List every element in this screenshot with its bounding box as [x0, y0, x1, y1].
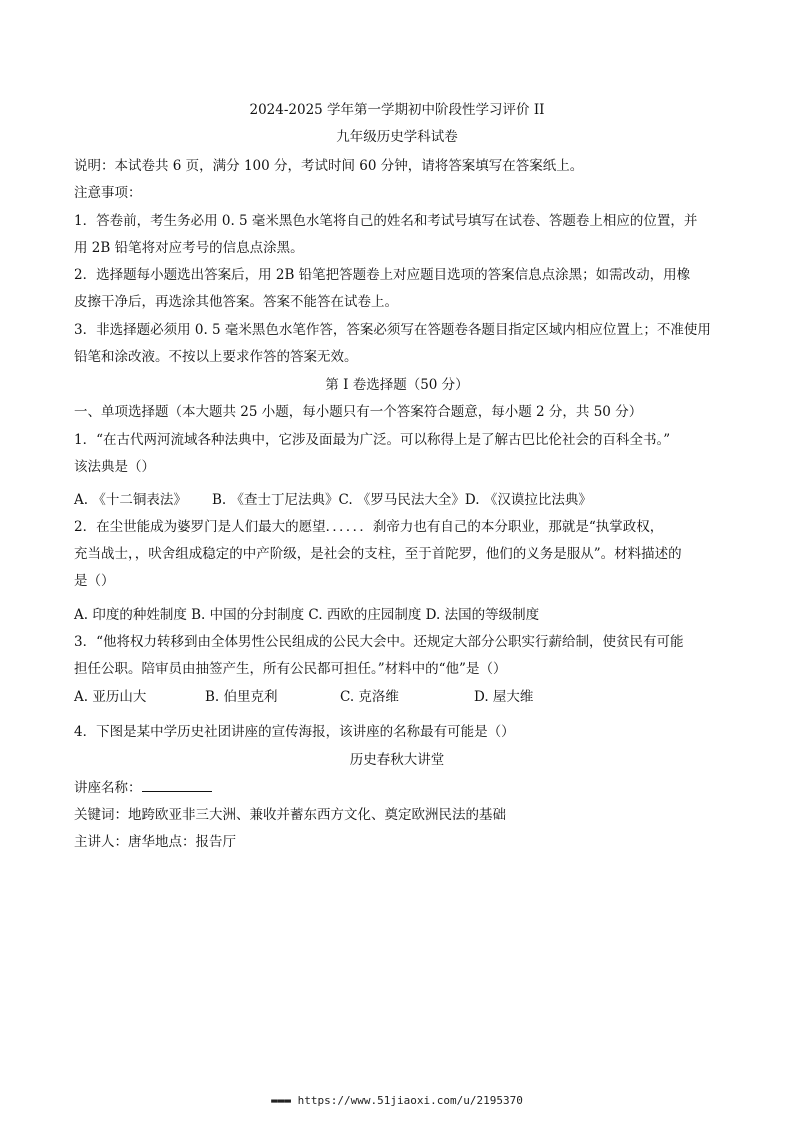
question-3-option-b: B. 伯里克利: [205, 689, 278, 705]
section-intro: 一、单项选择题（本大题共 25 小题，每小题只有一个答案符合题意，每小题 2 分，共 50 分）: [74, 404, 643, 420]
question-3-option-c: C. 克洛维: [340, 689, 399, 705]
question-2-line-2: 充当战士，，吠舍组成稳定的中产阶级，是社会的支柱，至于首陀罗，他们的义务是服从”。材料描述的: [74, 546, 682, 562]
note-2-line-1: 2．选择题每小题选出答案后，用 2B 铅笔把答题卷上对应题目选项的答案信息点涂黑；如需改动，用橡: [74, 267, 691, 283]
question-1-line-2: 该法典是（）: [74, 459, 155, 475]
poster-host: 主讲人：唐华地点：报告厅: [74, 834, 236, 850]
notes-label: 注意事项：: [74, 185, 142, 201]
poster-lecture-name: [74, 778, 212, 797]
question-1-option-a: A. 《十二铜表法》: [74, 492, 187, 508]
intro-note: 说明：本试卷共 6 页，满分 100 分，考试时间 60 分钟，请将答案填写在答案纸上。: [74, 158, 584, 174]
note-1-line-2: 用 2B 铅笔将对应考号的信息点涂黑。: [74, 240, 304, 256]
section-title: 第 I 卷选择题（50 分）: [325, 377, 469, 393]
question-2-line-3: 是（）: [74, 573, 115, 589]
exam-title: 2024-2025 学年第一学期初中阶段性学习评价 II: [249, 102, 545, 118]
question-3-line-2: 担任公职。陪审员由抽签产生，所有公民都可担任。”材料中的“他”是（）: [74, 661, 507, 677]
question-2-line-1: 2．在尘世能成为婆罗门是人们最大的愿望．．．．．．刹帝力也有自己的本分职业，那就是“执掌政权，: [74, 519, 664, 535]
footer-watermark-url: ▬▬▬ https://www.51jiaoxi.com/u/2195370: [271, 1094, 523, 1107]
note-2-line-2: 皮擦干净后，再选涂其他答案。答案不能答在试卷上。: [74, 294, 398, 310]
poster-lecture-name-label: 讲座名称：: [74, 780, 142, 796]
poster-title: 历史春秋大讲堂: [349, 752, 445, 768]
poster-keywords: 关键词：地跨欧亚非三大洲、兼收并蓄东西方文化、奠定欧洲民法的基础: [74, 807, 506, 823]
exam-subtitle: 九年级历史学科试卷: [336, 129, 458, 145]
note-3-line-2: 铅笔和涂改液。不按以上要求作答的答案无效。: [74, 349, 358, 365]
question-3-option-a: A. 亚历山大: [74, 689, 147, 705]
question-3-line-1: 3．“他将权力转移到由全体男性公民组成的公民大会中。还规定大部分公职实行薪给制，使贫民有可能: [74, 634, 684, 650]
question-2-options: A. 印度的种姓制度 B. 中国的分封制度 C. 西欧的庄园制度 D. 法国的等级制度: [74, 607, 540, 623]
question-1-options-bcd: B. 《查士丁尼法典》C. 《罗马民法大全》D. 《汉谟拉比法典》: [212, 492, 592, 508]
note-3-line-1: 3．非选择题必须用 0. 5 毫米黑色水笔作答，答案必须写在答题卷各题目指定区域内相应位置上；不准使用: [74, 322, 711, 338]
question-4-line-1: 4．下图是某中学历史社团讲座的宣传海报，该讲座的名称最有可能是（）: [74, 724, 515, 740]
note-1-line-1: 1．答卷前，考生务必用 0. 5 毫米黑色水笔将自己的姓名和考试号填写在试卷、答题卷上相应的位置，并: [74, 213, 698, 229]
lecture-name-blank: [142, 778, 212, 792]
question-3-option-d: D. 屋大维: [474, 689, 534, 705]
question-1-line-1: 1．“在古代两河流域各种法典中，它涉及面最为广泛。可以称得上是了解古巴比伦社会的百科全书。”: [74, 432, 671, 448]
